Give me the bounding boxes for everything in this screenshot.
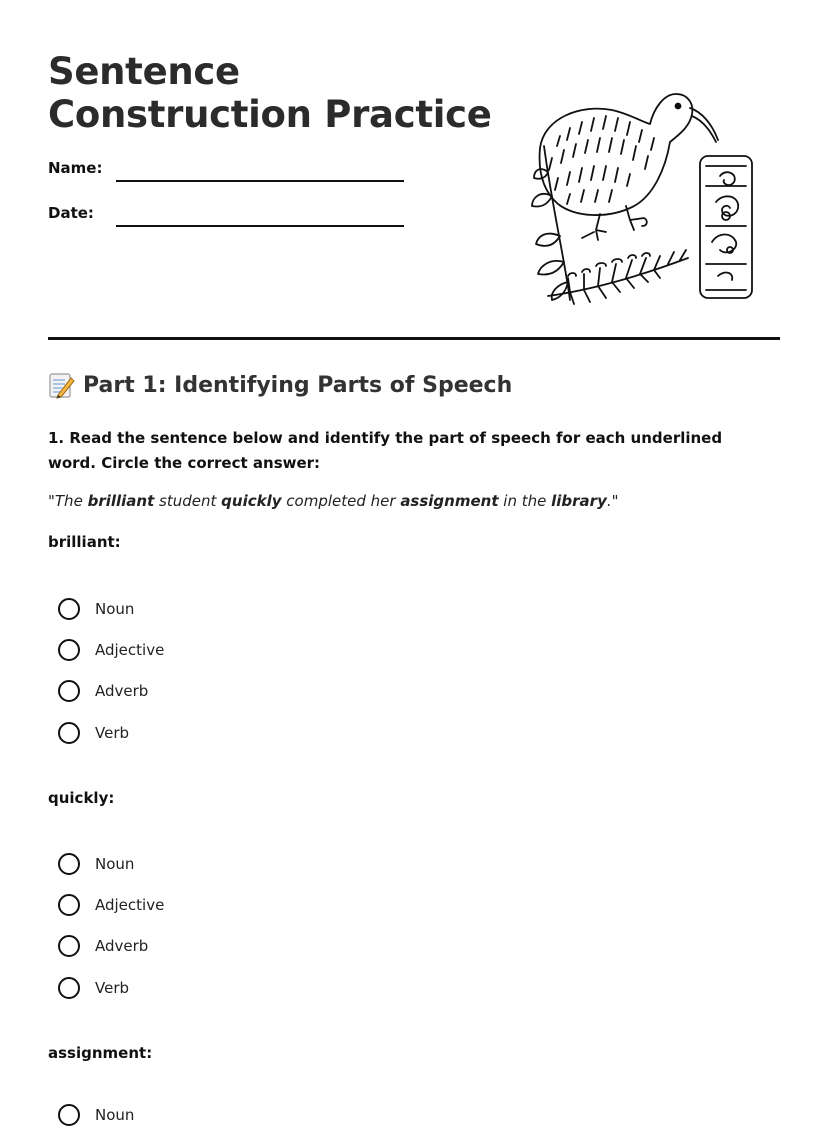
radio-button[interactable] (58, 977, 80, 999)
word-label-assignment: assignment: (48, 1044, 153, 1062)
option-quickly-adjective[interactable]: Adjective (58, 894, 164, 916)
part1-heading (48, 372, 512, 399)
radio-button[interactable] (58, 680, 80, 702)
radio-button[interactable] (58, 639, 80, 661)
radio-button[interactable] (58, 722, 80, 744)
name-field[interactable] (116, 180, 404, 182)
part1-heading-text: Part 1: Identifying Parts of Speech (83, 373, 513, 398)
word-label-brilliant: brilliant: (48, 533, 121, 551)
word-quickly: quickly (221, 492, 282, 510)
radio-button[interactable] (58, 894, 80, 916)
header-divider (48, 337, 780, 340)
date-label: Date: (48, 204, 94, 222)
page-title: Sentence Construction Practice (48, 50, 492, 136)
option-quickly-verb[interactable]: Verb (58, 977, 129, 999)
word-brilliant: brilliant (87, 492, 155, 510)
option-brilliant-noun[interactable]: Noun (58, 598, 134, 620)
name-label: Name: (48, 159, 103, 177)
word-assignment: assignment (400, 492, 499, 510)
kiwi-bird-illustration-icon (530, 86, 762, 308)
radio-button[interactable] (58, 598, 80, 620)
radio-button[interactable] (58, 935, 80, 957)
option-quickly-noun[interactable]: Noun (58, 853, 134, 875)
word-label-quickly: quickly: (48, 789, 115, 807)
option-brilliant-adjective[interactable]: Adjective (58, 639, 164, 661)
radio-button[interactable] (58, 853, 80, 875)
option-assignment-noun[interactable]: Noun (58, 1104, 134, 1126)
example-sentence: "The brilliant student quickly completed her assignment in the library." (48, 492, 619, 510)
radio-button[interactable] (58, 1104, 80, 1126)
option-quickly-adverb[interactable]: Adverb (58, 935, 148, 957)
option-brilliant-adverb[interactable]: Adverb (58, 680, 148, 702)
word-library: library (551, 492, 607, 510)
memo-pencil-icon (48, 372, 75, 399)
option-brilliant-verb[interactable]: Verb (58, 722, 129, 744)
date-field[interactable] (116, 225, 404, 227)
question-1: 1. Read the sentence below and identify the part of speech for each underlined word. Circle the correct answer: (48, 429, 723, 472)
